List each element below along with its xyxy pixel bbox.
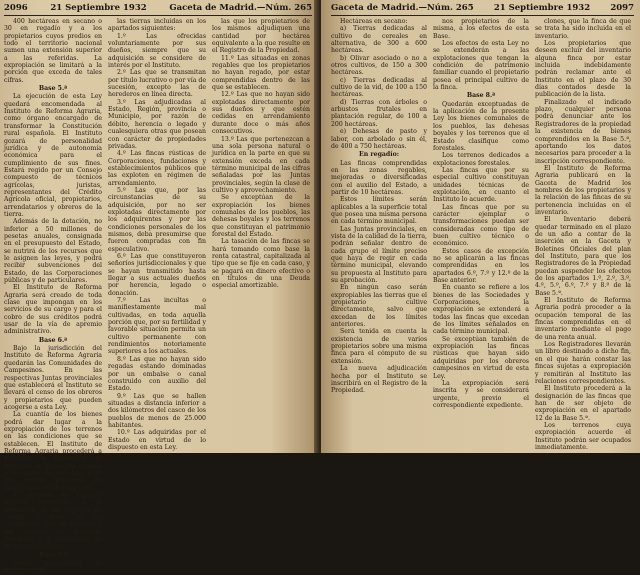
paragraph: Los Registradores llevarán un libro destinado a dicho fin, en el que harán constar las fincas sujetas a expropiación y remitirán al Instituto las relaciones correspondientes. [535, 341, 631, 385]
paragraph: La ejecución de esta Ley quedará encomendada al Instituto de Reforma Agraria, como órgano encargado de transformar la Constitución rural española. El Instituto gozará de personalidad jurídica y de autonomía económica para el cumplimiento de sus fines. Estará regido por un Consejo compuesto de técnicos agrícolas, juristas, representantes del Crédito Agrícola oficial, propietarios, arrendatarios y obreros de la tierra. [4, 93, 102, 218]
paragraph: La cuantía de los bienes podrá dar lugar a la expropiación de los terrenos en las condiciones que se establecen. El Instituto de Reforma Agraria procederá a preparar la formación de registros de fincas con arreglo a las bases de esta Ley, para que puedan prestarse los servicios de crédito agrícola. [4, 411, 102, 492]
paragraph: 9.º Las que se hallen situadas a distancia inferior a dos kilómetros del casco de los pueblos de menos de 25.000 habitantes. [108, 392, 206, 429]
section-heading: Base 8.ª [466, 92, 496, 100]
section-heading: Base 6.ª [38, 336, 68, 344]
right-column-3 [535, 18, 631, 450]
paragraph: las tierras incluidas en los apartados siguientes: [108, 18, 206, 33]
paragraph: Estos casos de excepción no se aplicarán a las fincas comprendidas en los apartados 6.º, 7.º y 12.º de la Base anterior. [433, 247, 529, 285]
right-page [321, 0, 640, 453]
paragraph: a) Tierras dedicadas al cultivo de cereales en alternativa, de 300 a 600 hectáreas. [331, 25, 427, 55]
paragraph: b) Olivar asociado o no a otros cultivos, de 150 a 300 hectáreas. [331, 54, 427, 77]
paragraph: 2.º Las que se transmitan por título lucrativo o por vía de sucesión, excepto las de herederos en línea directa. [108, 69, 207, 99]
paragraph: 7.º Las incultas o manifiestamente mal cultivadas, en toda aquella porción que, por su fertilidad y favorable situación permita un cultivo permanente con rendimientos notoriamente superiores a los actuales. [108, 297, 206, 356]
right-page-number: 2097 [610, 3, 634, 13]
paragraph: El Instituto procederá a la designación de las fincas que han de ser objeto de expropiación en el apartado 12 de la Base 5.ª. [535, 385, 631, 422]
paragraph: Bajo la jurisdicción del Instituto de Reforma Agraria quedarán las Comunidades de Campesinos. En las respectivas Juntas provinciales que establecerá el Instituto se llevará el censo de los obreros y propietarios que pueden acogerse a esta Ley. [4, 345, 102, 411]
right-page-date: 21 Septiembre 1932 [493, 3, 591, 13]
paragraph: 400 hectáreas en secano o 30 en regadío y a los propietarios cuyos predios en todo el territorio nacional sumen una extensión superior a las referidas. La expropiación se limitará a la porción que exceda de tales cifras. [4, 18, 102, 84]
paragraph: En cuanto se refiere a los bienes de las Sociedades y Corporaciones, la expropiación se extenderá a todas las fincas que excedan de los límites señalados en cada término municipal. [433, 284, 529, 336]
paragraph: La tasación de las fincas se hará tomando como base la renta catastral, capitalizada al tipo que se fije en cada caso, y se pagará en dinero efectivo o en títulos de una Deuda especial amortizable. [212, 238, 310, 290]
paragraph: 4.º Las fincas rústicas de Corporaciones, fundaciones y establecimientos públicos que las exploten en régimen de arrendamiento. [108, 150, 206, 187]
right-page-header [331, 3, 634, 15]
paragraph: clones, que la finca de que se trata ha sido incluida en el inventario. [535, 18, 631, 40]
paragraph: Los terrenos cuya expropiación acuerde el Instituto podrán ser ocupados inmediatamente. [535, 421, 631, 451]
paragraph: 5.º Las que, por las circunstancias de su adquisición, por no ser explotadas directamente por los adquirentes y por las condiciones personales de los mismos, deba presumirse que fueron compradas con fin especulativo. [108, 186, 206, 253]
paragraph: Se exceptúan también de expropiación las fincas rústicas que hayan sido adquiridas por los obreros campesinos en virtud de esta Ley. [433, 335, 529, 380]
paragraph: Además de la dotación, no inferior a 50 millones de pesetas anuales, consignada en el presupuesto del Estado, se nutrirá de los recursos que le asignen las leyes, y podrá recibir subvenciones del Estado, de las Corporaciones públicas y de particulares. [4, 218, 102, 285]
paragraph: Las fincas comprendidas en las zonas regables, mejoradas o diversificadas con el auxilio del Estado, a partir de 10 hectáreas. [331, 159, 427, 196]
paragraph: La expropiación será inscrita y se considerará urgente, previo el correspondiente expediente. [433, 379, 529, 409]
section-heading: En regadío: [359, 151, 399, 159]
paragraph: Las fincas que por su carácter ejemplar o transformaciones puedan ser consideradas como tipo de buen cultivo técnico o económico. [433, 203, 529, 248]
paragraph: El Instituto de Reforma Agraria publicará en la Gaceta de Madrid los nombres de los propietarios y la relación de las fincas de su pertenencia incluidas en el inventario. [535, 164, 631, 216]
paragraph: Los propietarios que deseen excluir del inventario alguna finca por estar incluida indebidamente podrán reclamar ante el Instituto en el plazo de 30 días contados desde la publicación de la lista. [535, 40, 631, 99]
paragraph: Serán susceptibles de expropiación [4, 560, 102, 575]
left-page-date: 21 Septiembre 1932 [50, 3, 147, 13]
paragraph: Quedarán exceptuadas de la aplicación de la presente Ley los bienes comunales de los pueblos, las dehesas boyales y los terrenos que el Estado clasifique como forestales. [433, 100, 529, 152]
paragraph: 10.º Las adquiridas por el Estado en virtud de lo dispuesto en esta Ley. [108, 429, 206, 451]
paragraph: 3.º Las adjudicadas al Estado, Región, provincia o Municipio, por razón de débito, herencia o legado y cualesquiera otras que posean con carácter de propiedades privadas. [108, 98, 206, 150]
paragraph: El Inventario deberá quedar terminado en el plazo de un año a contar de la inserción en la Gaceta y Boletines Oficiales del plan del Instituto, para que los Registradores de la Propiedad puedan suspender los efectos de los apartados 1.º, 2.º, 3.º, 4.º, 5.º, 6.º, 7.º y 8.º de la Base 5.ª. [535, 216, 631, 297]
paragraph: El Instituto de Reforma Agraria podrá proceder a la ocupación temporal de las fincas comprendidas en el inventario mediante el pago de una renta anual. [535, 297, 631, 341]
paragraph: El Instituto de Reforma Agraria procederá a la formación de un registro de crédito a favor de los campesinos que se asienten y del agrícola del Instituto, destinado a la adquisición de la tierra de cultivo. [4, 492, 102, 551]
section-heading: Base 7.ª [38, 551, 68, 559]
paragraph: Las fincas que por su especial cultivo constituyan unidades técnicas de explotación, en cuanto el Instituto lo acuerde. [433, 166, 529, 204]
left-column-1 [4, 18, 102, 575]
paragraph: Estos límites serán aplicables a la superficie total que posea una misma persona en cada término municipal. [331, 196, 427, 226]
paragraph: La nueva adjudicación hecha por el Instituto se inscribirá en el Registro de la Propiedad. [331, 365, 427, 395]
paragraph: 11.º Las situadas en zonas regables que los propietarios no hayan regado, por estar comprendidas dentro de las que se establecen. [212, 54, 310, 92]
right-page-title: Gaceta de Madrid.—Núm. 265 [331, 3, 474, 13]
left-page [0, 0, 318, 575]
left-page-title: Gaceta de Madrid.—Núm. 265 [169, 3, 312, 13]
paragraph: e) Dehesas de pasto y labor, con arbolado o sin él, de 400 a 750 hectáreas. [331, 128, 427, 150]
left-page-header [4, 3, 312, 15]
paragraph: Las Juntas provinciales, en vista de la calidad de la tierra, podrán señalar dentro de cada grupo el límite preciso que haya de regir en cada término municipal, elevando su propuesta al Instituto para su aprobación. [331, 225, 427, 285]
paragraph: nos propietarios de la misma, a los efectos de esta Base. [433, 18, 529, 40]
paragraph: En ningún caso serán expropiables las tierras que el propietario cultive directamente, salvo que excedan de los límites anteriores. [331, 284, 427, 329]
paragraph: El Instituto de Reforma Agraria será creado de toda clase que impongan en los servicios de su cargo y para el cobro de sus créditos podrá usar de la vía de apremio administrativo. [4, 284, 102, 336]
paragraph: Finalizado el indicado plazo, cualquier persona podrá denunciar ante los Registradores de la propiedad la existencia de bienes comprendidos en la Base 5.ª, aportando los datos necesarios para proceder a la inscripción correspondiente. [535, 98, 631, 165]
left-header-rule [4, 15, 312, 16]
paragraph: d) Tierras con árboles o arbustos frutales en plantación regular, de 100 a 200 hectáreas. [331, 98, 427, 128]
paragraph: Los terrenos dedicados a explotaciones forestales. [433, 152, 529, 167]
paragraph: 1.º Las ofrecidas voluntariamente por sus dueños, siempre que su adquisición se considere de interés por el Instituto. [108, 32, 206, 70]
paragraph: Se exceptúan de la expropiación los bienes comunales de los pueblos, las dehesas boyales y los terrenos que constituyan el patrimonio forestal del Estado. [212, 194, 310, 238]
paragraph: Los efectos de esta Ley no se extenderán a las explotaciones que tengan la condición de patrimonio familiar cuando el propietario posea el principal cultivo de la finca. [433, 40, 529, 92]
left-column-3 [212, 18, 310, 450]
paragraph: 13.º Las que pertenezcan a una sola persona natural o jurídica en la parte en que su extensión exceda en cada término municipal de las cifras señaladas por las Juntas provinciales, según la clase de cultivo y aprovechamiento. [212, 135, 310, 194]
right-header-rule [331, 15, 634, 16]
left-page-number: 2096 [4, 3, 28, 13]
section-heading: Base 5.ª [38, 85, 68, 93]
paragraph: Será tenida en cuenta la existencia de varios propietarios sobre una misma finca para el cómputo de su extensión. [331, 328, 427, 365]
paragraph: las que los propietarios de los mismos adjudiquen una cantidad por hectárea equivalente a la que resulte en el Registro de la Propiedad. [212, 18, 310, 55]
left-column-2 [108, 18, 206, 450]
paragraph: Hectáreas en secano: [340, 18, 408, 25]
paragraph: 8.º Las que no hayan sido regadas estando dominadas por un embalse o canal construido con auxilio del Estado. [108, 355, 206, 393]
paragraph: c) Tierras dedicadas al cultivo de la vid, de 100 a 150 hectáreas. [331, 76, 427, 99]
right-column-2 [433, 18, 529, 450]
paragraph: 12.º Las que no hayan sido explotadas directamente por sus dueños y que estén cedidas en arrendamiento durante doce o más años consecutivos. [212, 91, 310, 136]
right-column-1 [331, 18, 427, 450]
paragraph: 6.º Las que constituyeron señoríos jurisdiccionales y que se hayan transmitido hasta llegar a sus actuales dueños por herencia, legado o donación. [108, 253, 206, 297]
